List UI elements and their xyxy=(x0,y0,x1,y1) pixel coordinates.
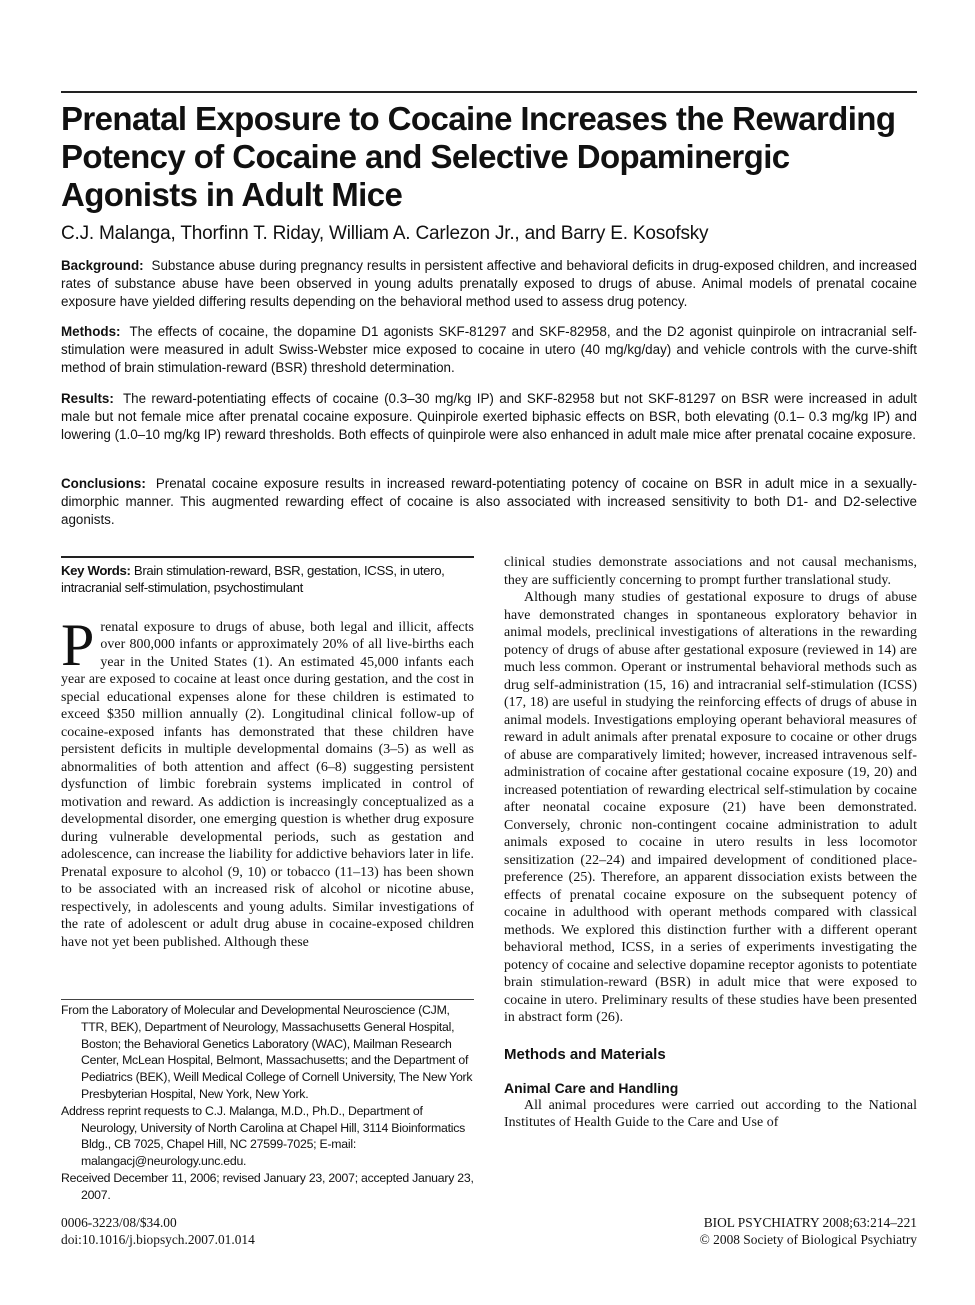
paragraph-animal-care: All animal procedures were carried out according to the National Institutes of Health Guide to the Care and Use of xyxy=(504,1097,917,1130)
footer-journal: BIOL PSYCHIATRY 2008;63:214–221 xyxy=(703,1215,917,1230)
intro-paragraph-text: renatal exposure to drugs of abuse, both legal and illicit, affects over 800,000 infants or approximately 20% of all live-births each year in the United States (1). An estimated 45,000 infants each year are exposed to cocaine at least once during gestation, and the cost in special educational expenses alone for these children is estimated to exceed $350 million annually (2). Longitudinal clinical follow-up of cocaine-exposed infants has demonstrated that these children have persistent deficits in multiple developmental domains (3–5) as well as abnormalities of both attention and affect (6–8) suggesting persistent dysfunction of limbic forebrain systems implicated in control of motivation and reward. As addiction is increasingly conceptualized as a developmental disorder, one emerging question is whether drug exposure during vulnerable developmental periods, such as gestation and adolescence, can increase the liability for addictive behaviors later in life. Prenatal exposure to alcohol (9, 10) or tobacco (11–13) has been shown to be associated with an increased risk of alcohol or nicotine abuse, respectively, in adolescents and young adults. Similar investigations of the rate of adolescent or adult drug abuse in cocaine-exposed children have not yet been published. Although these xyxy=(61,619,474,950)
section-heading-methods: Methods and Materials xyxy=(504,1045,666,1063)
abstract-conclusions-label: Conclusions: xyxy=(61,476,146,491)
right-column xyxy=(504,554,917,1132)
footer-right xyxy=(700,1214,917,1249)
intro-text xyxy=(61,611,474,952)
subsection-heading-animal-care: Animal Care and Handling xyxy=(504,1079,679,1096)
intro-paragraph xyxy=(61,611,474,952)
keywords-text: Brain stimulation-reward, BSR, gestation, ICSS, in utero, intracranial self-stimulation, psychostimulant xyxy=(61,563,445,596)
drop-cap: P xyxy=(61,611,95,678)
abstract-methods-text: The effects of cocaine, the dopamine D1 agonists SKF-81297 and SKF-82958, and the D2 agonist quinpirole on intracranial self-stimulation were measured in adult Swiss-Webster mice exposed to cocaine in utero (40 mg/kg/day) and vehicle controls with the curve-shift method of brain stimulation-reward (BSR) threshold determination. xyxy=(61,324,917,376)
right-body-text xyxy=(504,554,917,1027)
left-column xyxy=(61,556,474,951)
keywords-label: Key Words: xyxy=(61,563,131,578)
abstract-background-text: Substance abuse during pregnancy results in persistent affective and behavioral deficits in drug-exposed children, and increased rates of substance abuse have been observed in young adults prenatally exposed to drugs of abuse. Animal models of prenatal cocaine exposure have yielded differing results depending on the behavioral method used to assess drug potency. xyxy=(61,258,917,310)
footer-doi: doi:10.1016/j.biopsych.2007.01.014 xyxy=(61,1232,255,1248)
top-rule xyxy=(61,91,917,93)
footnotes-rule xyxy=(61,999,474,1000)
footer-copyright: © 2008 Society of Biological Psychiatry xyxy=(699,1232,917,1248)
keywords xyxy=(61,562,474,597)
abstract-results-label: Results: xyxy=(61,391,114,406)
abstract-methods xyxy=(61,323,917,378)
keywords-rule xyxy=(61,556,474,558)
abstract-results-text: The reward-potentiating effects of cocaine (0.3–30 mg/kg IP) and SKF-82958 but not SKF-81297 on BSR were increased in adult male but not female mice after prenatal cocaine exposure. Quinpirole exerted biphasic effects on BSR, both elevating (0.1– 0.3 mg/kg IP) and lowering (1.0–10 mg/kg IP) reward thresholds. Both effects of quinpirole were also enhanced in adult male mice after prenatal cocaine exposure. xyxy=(61,391,917,443)
footnotes xyxy=(61,999,474,1204)
footnote-reprints: Address reprint requests to C.J. Malanga, M.D., Ph.D., Department of Neurology, University of North Carolina at Chapel Hill, 3114 Bioinformatics Bldg., CB 7025, Chapel Hill, NC 27599-7025; E-mail: malangacj@neurology.unc.edu. xyxy=(61,1103,466,1169)
abstract-background-label: Background: xyxy=(61,258,144,273)
abstract-results xyxy=(61,390,917,445)
paragraph-continuation: clinical studies demonstrate associations and not causal mechanisms, they are sufficiently concerning to prompt further translational study. xyxy=(504,555,917,588)
article-title: Prenatal Exposure to Cocaine Increases the Rewarding Potency of Cocaine and Selective Dopaminergic Agonists in Adult Mice xyxy=(61,100,896,213)
paragraph-animal-studies: Although many studies of gestational exposure to drugs of abuse have demonstrated changes in spontaneous exploratory behavior in animal models, preclinical investigations of alterations in the rewarding potency of drugs of abuse after gestational exposure (reviewed in 14) are much less common. Operant or instrumental behavioral methods such as drug self-administration (15, 16) and intracranial self-stimulation (ICSS) (17, 18) are useful in studying the reinforcing effects of drugs of abuse in animal models. Investigations employing operant behavioral measures of reward in adult animals after prenatal exposure to cocaine or other drugs of abuse are comparatively limited; however, increased intravenous self-administration of cocaine after gestational cocaine exposure (19, 20) and increased potentiation of rewarding electrical self-stimulation by cocaine after neonatal cocaine exposure (21) have been demonstrated. Conversely, chronic non-contingent cocaine administration to adult animals exposed to cocaine in utero results in less locomotor sensitization (22–24) and impaired development of conditioned place-preference (25). Therefore, an apparent dissociation exists between the effects of prenatal cocaine exposure on the subsequent potency of cocaine in adulthood with operant methods compared with classical methods. We explored this distinction further with a different operant behavioral method, ICSS, in a series of experiments investigating the potency of cocaine and selective dopamine receptor agonists to potentiate brain stimulation-reward (BSR) in adult mice that were exposed to cocaine in utero. Preliminary results of these studies have been presented in abstract form (26). xyxy=(504,590,917,1025)
footer-left xyxy=(61,1214,255,1249)
footnote-received: Received December 11, 2006; revised January 23, 2007; accepted January 23, 2007. xyxy=(61,1170,474,1202)
footer-issn: 0006-3223/08/$34.00 xyxy=(61,1215,177,1230)
methods-body-text xyxy=(504,1097,917,1132)
author-list: C.J. Malanga, Thorfinn T. Riday, William A. Carlezon Jr., and Barry E. Kosofsky xyxy=(61,223,709,244)
footnote-affiliation: From the Laboratory of Molecular and Developmental Neuroscience (CJM, TTR, BEK), Department of Neurology, Massachusetts General Hospital, Boston; the Behavioral Genetics Laboratory (WAC), Mailman Research Center, McLean Hospital, Belmont, Massachusetts; and the Department of Pediatrics (BEK), Weill Medical College of Cornell University, The New York Presbyterian Hospital, New York, New York. xyxy=(61,1003,473,1101)
abstract-background xyxy=(61,257,917,312)
abstract-methods-label: Methods: xyxy=(61,324,121,339)
abstract-conclusions-text: Prenatal cocaine exposure results in increased reward-potentiating potency of cocaine on BSR in adult mice in a sexually-dimorphic manner. This augmented rewarding effect of cocaine is also associated with increased sensitivity to both D1- and D2-selective agonists. xyxy=(61,476,917,528)
abstract-conclusions xyxy=(61,475,917,530)
